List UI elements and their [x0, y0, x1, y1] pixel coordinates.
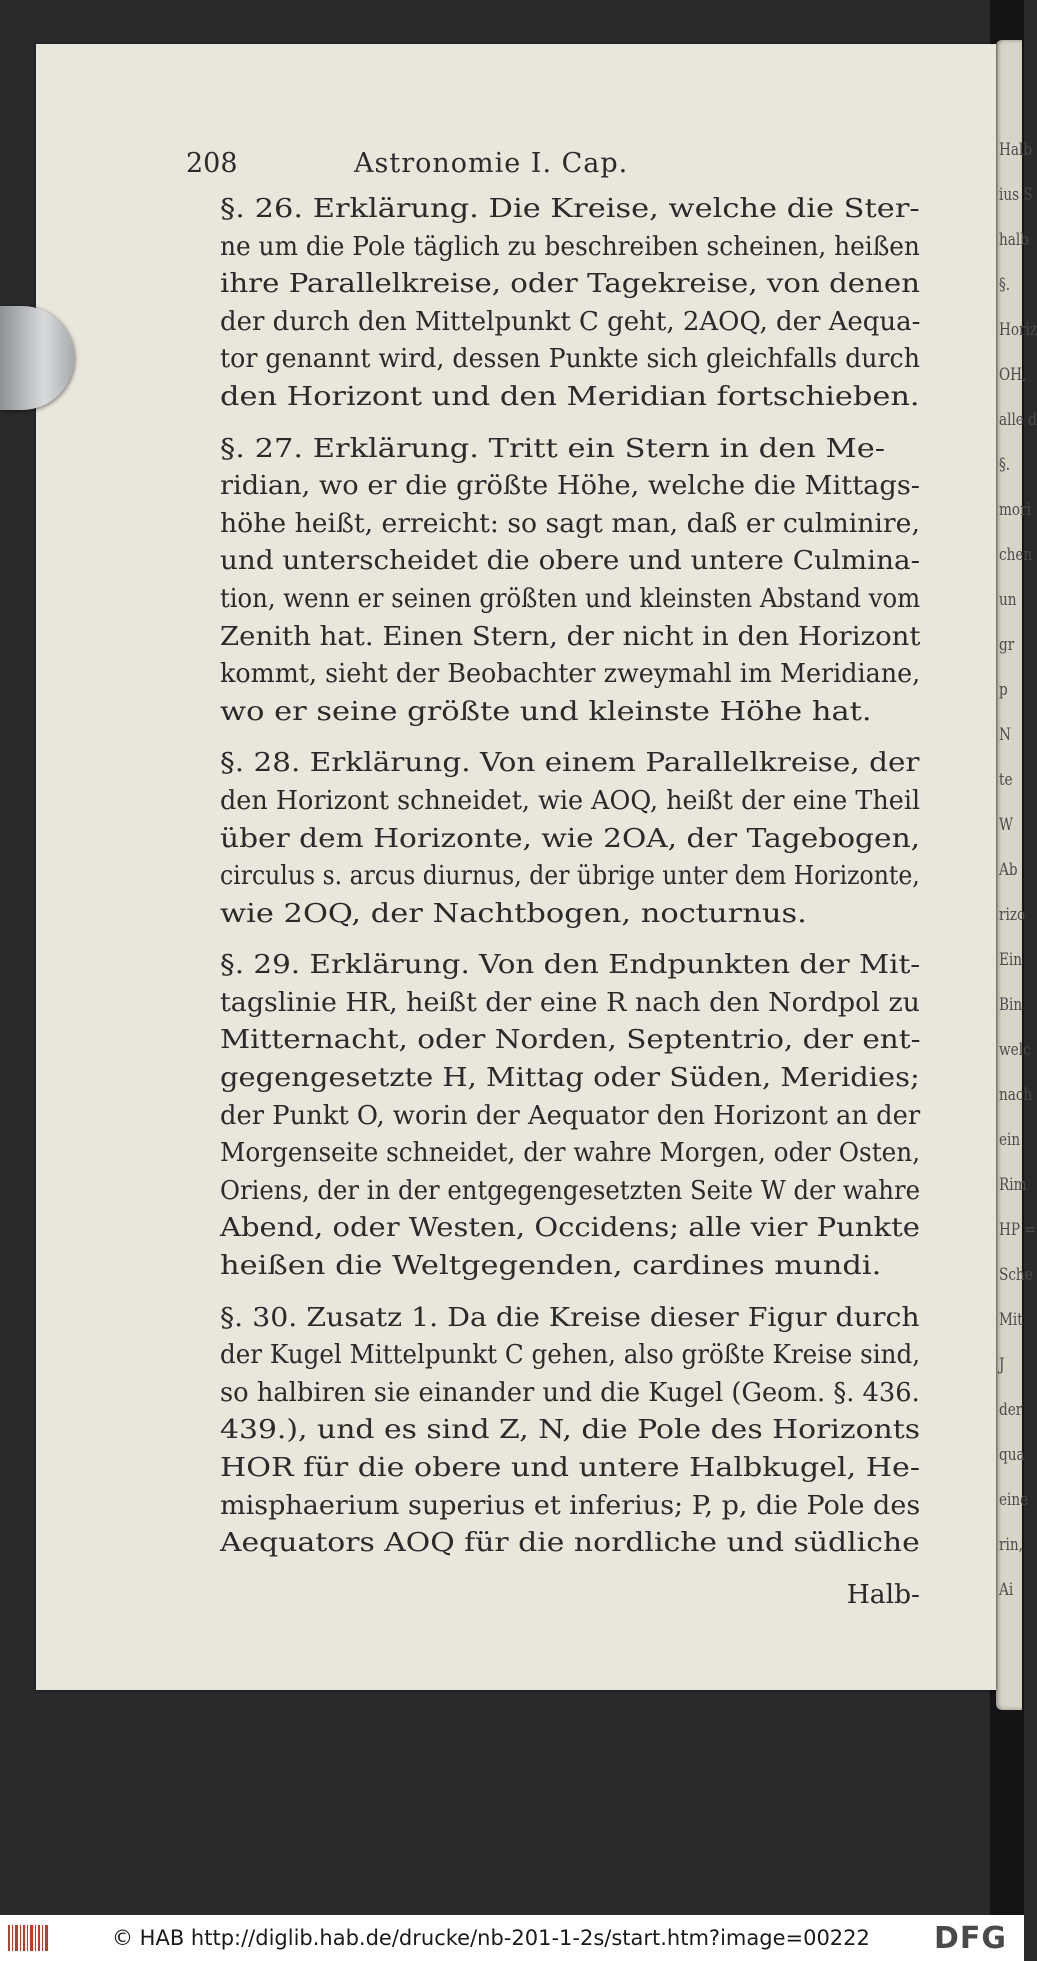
facing-page-fragment: mori: [999, 500, 1031, 520]
facing-page-fragment: HP =: [999, 1220, 1036, 1240]
facing-page-fragment: Ein: [999, 950, 1023, 970]
text-line: Zenith hat. Einen Stern, der nicht in den Horizont: [220, 620, 921, 652]
facing-page-fragment: nach: [999, 1085, 1033, 1105]
text-line: ne um die Pole täglich zu beschreiben scheinen, heißen: [220, 230, 920, 262]
dfg-logo: DFG: [934, 1921, 1008, 1956]
facing-page-fragment: p: [999, 680, 1008, 700]
facing-page-fragment: Ab: [999, 860, 1018, 880]
text-line: circulus s. arcus diurnus, der übrige unter dem Horizonte,: [220, 860, 920, 892]
source-credit-link[interactable]: © HAB http://diglib.hab.de/drucke/nb-201-1-2s/start.htm?image=00222: [112, 1926, 870, 1950]
facing-page-fragment: gr: [999, 635, 1015, 655]
facing-page-fragment: eine: [999, 1490, 1029, 1510]
facing-page-fragment: Horiz: [999, 320, 1037, 340]
text-line: §. 27. Erklärung. Tritt ein Stern in den Me-: [220, 432, 886, 464]
text-line: tion, wenn er seinen größten und kleinsten Abstand vom: [220, 582, 921, 614]
text-line: den Horizont schneidet, wie AOQ, heißt der eine Theil: [220, 784, 921, 816]
paragraph: [220, 1299, 920, 1562]
facing-page-fragment: Mit: [999, 1310, 1023, 1330]
paragraph: [220, 946, 920, 1284]
paragraph: [220, 744, 920, 932]
facing-page-fragment: N: [999, 725, 1011, 745]
facing-page-fragment: un: [999, 590, 1017, 610]
facing-page-fragment: Ai: [999, 1580, 1014, 1600]
viewer-footer: [0, 1915, 1024, 1961]
text-line: Oriens, der in der entgegengesetzten Seite W der wahre: [220, 1174, 920, 1206]
text-line: kommt, sieht der Beobachter zweymahl im Meridiane,: [220, 658, 921, 690]
page-body: [220, 190, 920, 1613]
text-line: tagslinie HR, heißt der eine R nach den Nordpol zu: [220, 986, 920, 1018]
text-line: tor genannt wird, dessen Punkte sich gleichfalls durch: [220, 343, 920, 375]
facing-page-fragment: Bin: [999, 995, 1023, 1015]
text-line: den Horizont und den Meridian fortschieben.: [220, 380, 920, 412]
text-line: der Punkt O, worin der Aequator den Horizont an der: [220, 1099, 921, 1131]
text-line: §. 26. Erklärung. Die Kreise, welche die Ster-: [220, 193, 920, 224]
text-line: wo er seine größte und kleinste Höhe hat.: [220, 695, 872, 727]
facing-page-fragment: J: [999, 1355, 1005, 1375]
facing-page-fragment: chen: [999, 545, 1033, 565]
text-line: §. 30. Zusatz 1. Da die Kreise dieser Figur durch: [220, 1301, 920, 1333]
page-header: [186, 148, 726, 188]
text-line: heißen die Weltgegenden, cardines mundi.: [220, 1250, 882, 1282]
text-line: Mitternacht, oder Norden, Septentrio, der ent-: [220, 1024, 921, 1056]
text-line: HOR für die obere und untere Halbkugel, He-: [220, 1452, 921, 1483]
page-number: 208: [186, 148, 238, 179]
facing-page-fragment: welc: [999, 1040, 1031, 1060]
text-line: wie 2OQ, der Nachtbogen, nocturnus.: [220, 897, 807, 929]
text-line: höhe heißt, erreicht: so sagt man, daß er culminire,: [220, 507, 920, 539]
text-line: §. 29. Erklärung. Von den Endpunkten der Mit-: [220, 949, 921, 981]
facing-page-fragment: Halb: [999, 140, 1033, 160]
paragraph: [220, 430, 920, 731]
running-title: Astronomie I. Cap.: [354, 148, 629, 179]
facing-page-fragment: alle d: [999, 410, 1037, 430]
facing-page-fragment: qua: [999, 1445, 1025, 1465]
text-line: §. 28. Erklärung. Von einem Parallelkreise, der: [220, 747, 920, 779]
text-line: misphaerium superius et inferius; P, p, die Pole des: [220, 1489, 921, 1521]
facing-page-fragment: rizo: [999, 905, 1026, 925]
facing-page-fragment: ius S: [999, 185, 1033, 205]
facing-page-fragment: der: [999, 1400, 1023, 1420]
text-line: Abend, oder Westen, Occidens; alle vier Punkte: [220, 1212, 920, 1244]
text-line: 439.), und es sind Z, N, die Pole des Horizonts: [220, 1414, 921, 1446]
facing-page-fragment: §.: [999, 275, 1011, 295]
text-line: der durch den Mittelpunkt C geht, 2AOQ, der Aequa-: [220, 305, 921, 337]
paragraph: [220, 190, 920, 416]
text-line: über dem Horizonte, wie 2OA, der Tagebogen,: [220, 822, 921, 854]
facing-page-fragment: rin,: [999, 1535, 1023, 1555]
facing-page-fragment: §.: [999, 455, 1011, 475]
facing-page-fragment: Sche: [999, 1265, 1033, 1285]
text-line: so halbiren sie einander und die Kugel (Geom. §. 436.: [220, 1376, 920, 1408]
text-line: gegengesetzte H, Mittag oder Süden, Meridies;: [220, 1062, 920, 1094]
text-line: ihre Parallelkreise, oder Tagekreise, von denen: [220, 268, 920, 300]
text-line: und unterscheidet die obere und untere Culmina-: [220, 545, 920, 577]
facing-page-fragment: halb: [999, 230, 1029, 250]
barcode-icon: [8, 1925, 48, 1951]
text-line: ridian, wo er die größte Höhe, welche die Mittags-: [220, 470, 921, 502]
catchword: Halb-: [846, 1578, 920, 1610]
text-line: der Kugel Mittelpunkt C gehen, also größte Kreise sind,: [220, 1339, 921, 1371]
facing-page-fragment: Rim: [999, 1175, 1027, 1195]
facing-page-fragment: W: [999, 815, 1013, 835]
facing-page-fragment: te: [999, 770, 1013, 790]
text-line: Morgenseite schneidet, der wahre Morgen, oder Osten,: [220, 1137, 921, 1169]
facing-page-fragment: OH,: [999, 365, 1027, 385]
text-line: Aequators AOQ für die nordliche und südliche: [220, 1527, 920, 1559]
facing-page-fragment: ein: [999, 1130, 1021, 1150]
